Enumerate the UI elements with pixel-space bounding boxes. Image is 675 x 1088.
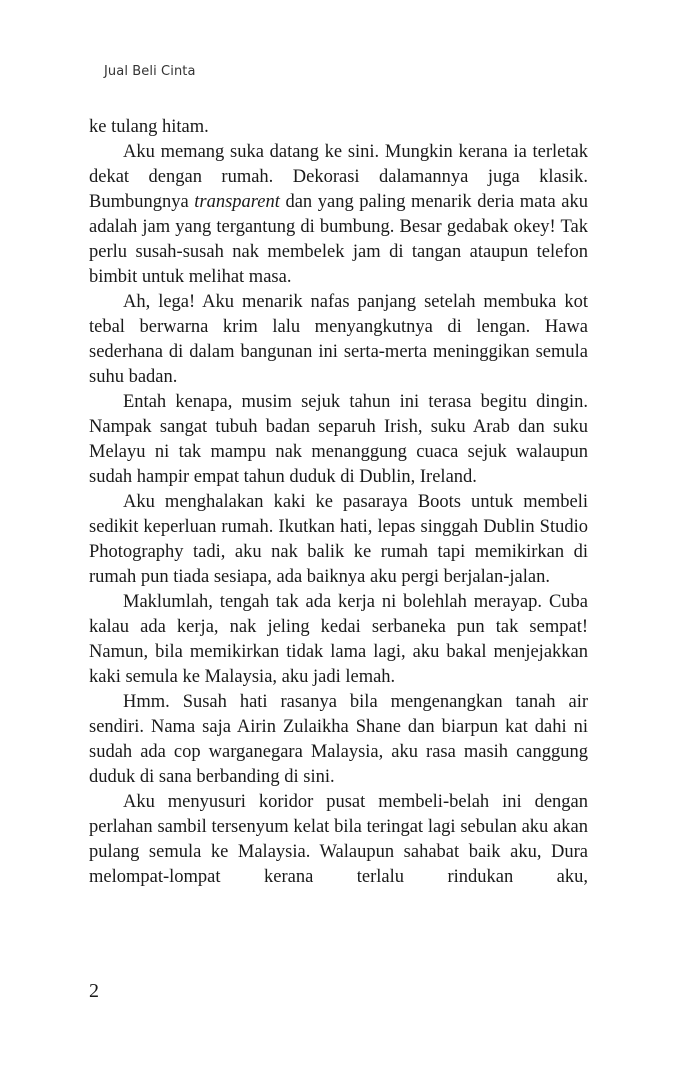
- paragraph: [89, 690, 588, 790]
- page-number: 2: [89, 980, 99, 1002]
- body-text: [89, 115, 588, 890]
- text-run: Aku memang suka datang ke sini. Mungkin kerana ia terletak dekat dengan rumah. Dekorasi dalamannya juga klasik. Bumbungnya: [89, 142, 588, 212]
- paragraph: [89, 490, 588, 590]
- text-run: Aku menyusuri koridor pusat membeli-belah ini dengan perlahan sambil tersenyum kelat bila teringat lagi sebulan aku akan pulang semula ke Malaysia. Walaupun sahabat baik aku, Dura melompat-lompat kerana terlalu rindukan aku,: [89, 792, 588, 887]
- text-run: Maklumlah, tengah tak ada kerja ni bolehlah merayap. Cuba kalau ada kerja, nak jeling kedai serbaneka pun tak sempat! Namun, bila memikirkan tidak lama lagi, aku bakal menjejakkan kaki semula ke Malaysia, aku jadi lemah.: [89, 592, 588, 687]
- text-run: dan yang paling menarik deria mata aku adalah jam yang tergantung di bumbung. Besar gedabak okey! Tak perlu susah-susah nak membelek jam di tangan ataupun telefon bimbit untuk melihat masa.: [89, 192, 588, 287]
- paragraph: [89, 390, 588, 490]
- text-run: Entah kenapa, musim sejuk tahun ini terasa begitu dingin. Nampak sangat tubuh badan separuh Irish, suku Arab dan suku Melayu ni tak mampu nak menanggung cuaca sejuk walaupun sudah hampir empat tahun duduk di Dublin, Ireland.: [89, 392, 588, 487]
- paragraph: [89, 290, 588, 390]
- running-header: Jual Beli Cinta: [104, 64, 196, 79]
- text-run: Hmm. Susah hati rasanya bila mengenangkan tanah air sendiri. Nama saja Airin Zulaikha Shane dan biarpun kat dahi ni sudah ada cop warganegara Malaysia, aku rasa masih canggung duduk di sana berbanding di sini.: [89, 692, 588, 787]
- paragraph: [89, 140, 588, 290]
- italic-term: transparent: [194, 192, 280, 212]
- paragraph: [89, 115, 588, 140]
- text-run: ke tulang hitam.: [89, 117, 209, 137]
- paragraph: [89, 790, 588, 890]
- text-run: Ah, lega! Aku menarik nafas panjang setelah membuka kot tebal berwarna krim lalu menyangkutnya di lengan. Hawa sederhana di dalam bangunan ini serta-merta meninggikan semula suhu badan.: [89, 292, 588, 387]
- paragraph: [89, 590, 588, 690]
- text-run: Aku menghalakan kaki ke pasaraya Boots untuk membeli sedikit keperluan rumah. Ikutkan hati, lepas singgah Dublin Studio Photography tadi, aku nak balik ke rumah tapi memikirkan di rumah pun tiada sesiapa, ada baiknya aku pergi berjalan-jalan.: [89, 492, 588, 587]
